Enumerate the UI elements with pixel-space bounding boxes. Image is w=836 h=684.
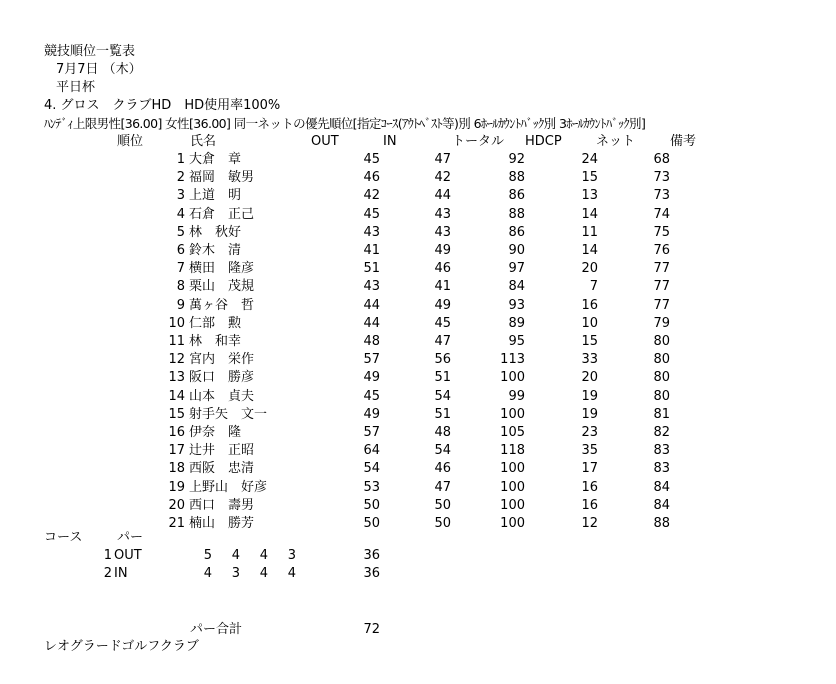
- header-total: トータル: [452, 134, 505, 149]
- hdcp-cell: 16: [581, 497, 598, 513]
- course-par-total: 36: [363, 566, 380, 581]
- net-cell: 82: [653, 425, 670, 440]
- hdcp-cell: 23: [581, 425, 598, 440]
- net-cell: 74: [653, 206, 670, 222]
- course-no: 2: [103, 566, 112, 581]
- hole-par: 4: [203, 566, 212, 581]
- in-cell: 41: [434, 279, 451, 295]
- total-cell: 88: [508, 206, 525, 222]
- net-cell: 84: [653, 479, 670, 495]
- hole-par: 4: [287, 566, 296, 581]
- hdcp-cell: 15: [581, 170, 598, 186]
- name-cell: 西口 壽男: [189, 497, 255, 513]
- total-cell: 90: [508, 243, 525, 258]
- name-cell: 石倉 正己: [189, 206, 255, 222]
- hole-par: 3: [287, 548, 296, 563]
- net-cell: 73: [653, 188, 670, 204]
- rank-cell: 15: [168, 406, 185, 422]
- total-cell: 84: [508, 279, 525, 295]
- rank-cell: 3: [176, 188, 185, 204]
- in-cell: 46: [434, 261, 451, 277]
- out-cell: 45: [363, 152, 380, 167]
- out-cell: 51: [363, 261, 380, 277]
- in-cell: 43: [434, 206, 451, 222]
- in-cell: 46: [434, 461, 451, 477]
- hdcp-cell: 11: [581, 224, 598, 240]
- total-cell: 100: [500, 370, 525, 386]
- total-cell: 113: [500, 352, 525, 368]
- name-cell: 大倉 章: [189, 152, 242, 167]
- name-cell: 楠山 勝芳: [189, 516, 255, 531]
- hole-par: 3: [231, 566, 240, 581]
- rank-cell: 2: [176, 170, 185, 186]
- in-cell: 50: [434, 497, 451, 513]
- rank-cell: 12: [168, 352, 185, 368]
- hdcp-cell: 16: [581, 479, 598, 495]
- in-cell: 50: [434, 516, 451, 531]
- out-cell: 43: [363, 279, 380, 295]
- header-rank: 順位: [117, 134, 144, 149]
- course-par-total: 36: [363, 548, 380, 563]
- header-out: OUT: [311, 134, 339, 149]
- hdcp-cell: 33: [581, 352, 598, 368]
- rank-cell: 13: [168, 370, 185, 386]
- in-cell: 47: [434, 152, 451, 167]
- net-cell: 83: [653, 461, 670, 477]
- total-cell: 97: [508, 261, 525, 277]
- in-cell: 51: [434, 370, 451, 386]
- total-cell: 86: [508, 224, 525, 240]
- in-cell: 47: [434, 334, 451, 349]
- total-cell: 89: [508, 315, 525, 331]
- total-cell: 95: [508, 334, 525, 349]
- in-cell: 54: [434, 443, 451, 459]
- in-cell: 45: [434, 315, 451, 331]
- rank-cell: 9: [176, 297, 185, 313]
- in-cell: 49: [434, 243, 451, 258]
- rank-cell: 5: [176, 224, 185, 240]
- out-cell: 41: [363, 243, 380, 258]
- header-in: IN: [383, 134, 397, 149]
- hdcp-cell: 15: [581, 334, 598, 349]
- rank-cell: 18: [168, 461, 185, 477]
- total-cell: 88: [508, 170, 525, 186]
- name-cell: 辻井 正昭: [189, 443, 255, 459]
- net-cell: 79: [653, 315, 670, 331]
- net-cell: 73: [653, 170, 670, 186]
- report-title: 競技順位一覧表: [44, 44, 136, 59]
- hdcp-cell: 16: [581, 297, 598, 313]
- hole-par: 4: [259, 566, 268, 581]
- out-cell: 48: [363, 334, 380, 349]
- header-net: ネット: [596, 134, 636, 149]
- net-cell: 80: [653, 334, 670, 349]
- net-cell: 77: [653, 279, 670, 295]
- out-cell: 45: [363, 388, 380, 404]
- hdcp-cell: 19: [581, 388, 598, 404]
- name-cell: 萬ヶ谷 哲: [189, 297, 255, 313]
- out-cell: 50: [363, 497, 380, 513]
- net-cell: 68: [653, 152, 670, 167]
- net-cell: 75: [653, 224, 670, 240]
- out-cell: 50: [363, 516, 380, 531]
- in-cell: 43: [434, 224, 451, 240]
- total-cell: 105: [500, 425, 525, 440]
- header-hdcp: HDCP: [525, 134, 562, 149]
- rank-cell: 16: [168, 425, 185, 440]
- rules-line: ﾊﾝﾃﾞｨ上限男性[36.00] 女性[36.00] 同一ネットの優先順位[指定ｺｰｽ(ｱｳﾄﾍﾞｽﾄ等)別 6ﾎｰﾙｶｳﾝﾄﾊﾞｯｸ別 3ﾎｰﾙｶｳﾝﾄﾊﾞｯｸ別]: [44, 116, 646, 131]
- rank-cell: 10: [168, 315, 185, 331]
- net-cell: 81: [653, 406, 670, 422]
- total-cell: 99: [508, 388, 525, 404]
- total-cell: 92: [508, 152, 525, 167]
- net-cell: 80: [653, 352, 670, 368]
- hdcp-cell: 14: [581, 243, 598, 258]
- in-cell: 54: [434, 388, 451, 404]
- rank-cell: 20: [168, 497, 185, 513]
- rank-cell: 19: [168, 479, 185, 495]
- name-cell: 宮内 栄作: [189, 352, 255, 368]
- net-cell: 84: [653, 497, 670, 513]
- out-cell: 46: [363, 170, 380, 186]
- header-remarks: 備考: [670, 134, 697, 149]
- par-total-label: パー合計: [190, 622, 243, 637]
- par-total-value: 72: [363, 622, 380, 637]
- rank-cell: 17: [168, 443, 185, 459]
- net-cell: 83: [653, 443, 670, 459]
- rank-cell: 14: [168, 388, 185, 404]
- hole-par: 5: [203, 548, 212, 563]
- total-cell: 100: [500, 479, 525, 495]
- total-cell: 100: [500, 461, 525, 477]
- rank-cell: 7: [176, 261, 185, 277]
- name-cell: 林 和幸: [189, 334, 242, 349]
- out-cell: 42: [363, 188, 380, 204]
- name-cell: 阪口 勝彦: [189, 370, 255, 386]
- course-name: OUT: [114, 548, 142, 563]
- hdcp-cell: 12: [581, 516, 598, 531]
- report-date: 7月7日 （木）: [56, 62, 142, 77]
- net-cell: 77: [653, 297, 670, 313]
- out-cell: 43: [363, 224, 380, 240]
- hdcp-cell: 10: [581, 315, 598, 331]
- name-cell: 鈴木 清: [189, 243, 242, 258]
- hdcp-cell: 14: [581, 206, 598, 222]
- total-cell: 118: [500, 443, 525, 459]
- in-cell: 48: [434, 425, 451, 440]
- name-cell: 上道 明: [189, 188, 242, 204]
- par-label: パー: [117, 530, 144, 545]
- club-name: レオグラードゴルフクラブ: [44, 639, 199, 654]
- out-cell: 53: [363, 479, 380, 495]
- header-name: 氏名: [190, 134, 217, 149]
- net-cell: 80: [653, 388, 670, 404]
- course-no: 1: [103, 548, 112, 563]
- event-name: 平日杯: [56, 80, 96, 95]
- name-cell: 林 秋好: [189, 224, 242, 240]
- total-cell: 100: [500, 406, 525, 422]
- hdcp-cell: 24: [581, 152, 598, 167]
- in-cell: 47: [434, 479, 451, 495]
- out-cell: 54: [363, 461, 380, 477]
- total-cell: 93: [508, 297, 525, 313]
- name-cell: 西阪 忠清: [189, 461, 255, 477]
- in-cell: 51: [434, 406, 451, 422]
- name-cell: 仁部 勲: [189, 315, 242, 331]
- rank-cell: 8: [176, 279, 185, 295]
- course-label: コース: [44, 530, 83, 545]
- name-cell: 射手矢 文一: [189, 406, 268, 422]
- out-cell: 44: [363, 297, 380, 313]
- rank-cell: 11: [168, 334, 185, 349]
- rank-cell: 21: [168, 516, 185, 531]
- in-cell: 56: [434, 352, 451, 368]
- hole-par: 4: [231, 548, 240, 563]
- total-cell: 100: [500, 516, 525, 531]
- hdcp-cell: 20: [581, 370, 598, 386]
- name-cell: 栗山 茂規: [189, 279, 255, 295]
- out-cell: 64: [363, 443, 380, 459]
- category-line: 4. グロス クラブHD HD使用率100%: [44, 98, 281, 113]
- out-cell: 45: [363, 206, 380, 222]
- course-name: IN: [114, 566, 128, 581]
- out-cell: 49: [363, 370, 380, 386]
- name-cell: 上野山 好彦: [189, 479, 268, 495]
- hole-par: 4: [259, 548, 268, 563]
- rank-cell: 6: [176, 243, 185, 258]
- total-cell: 100: [500, 497, 525, 513]
- in-cell: 42: [434, 170, 451, 186]
- out-cell: 49: [363, 406, 380, 422]
- hdcp-cell: 20: [581, 261, 598, 277]
- total-cell: 86: [508, 188, 525, 204]
- name-cell: 山本 貞夫: [189, 388, 255, 404]
- hdcp-cell: 19: [581, 406, 598, 422]
- in-cell: 49: [434, 297, 451, 313]
- name-cell: 横田 隆彦: [189, 261, 255, 277]
- rank-cell: 1: [176, 152, 185, 167]
- out-cell: 44: [363, 315, 380, 331]
- hdcp-cell: 7: [589, 279, 598, 295]
- out-cell: 57: [363, 425, 380, 440]
- name-cell: 伊奈 隆: [189, 425, 242, 440]
- out-cell: 57: [363, 352, 380, 368]
- rank-cell: 4: [176, 206, 185, 222]
- name-cell: 福岡 敏男: [189, 170, 255, 186]
- hdcp-cell: 35: [581, 443, 598, 459]
- net-cell: 80: [653, 370, 670, 386]
- hdcp-cell: 13: [581, 188, 598, 204]
- in-cell: 44: [434, 188, 451, 204]
- net-cell: 77: [653, 261, 670, 277]
- net-cell: 76: [653, 243, 670, 258]
- net-cell: 88: [653, 516, 670, 531]
- hdcp-cell: 17: [581, 461, 598, 477]
